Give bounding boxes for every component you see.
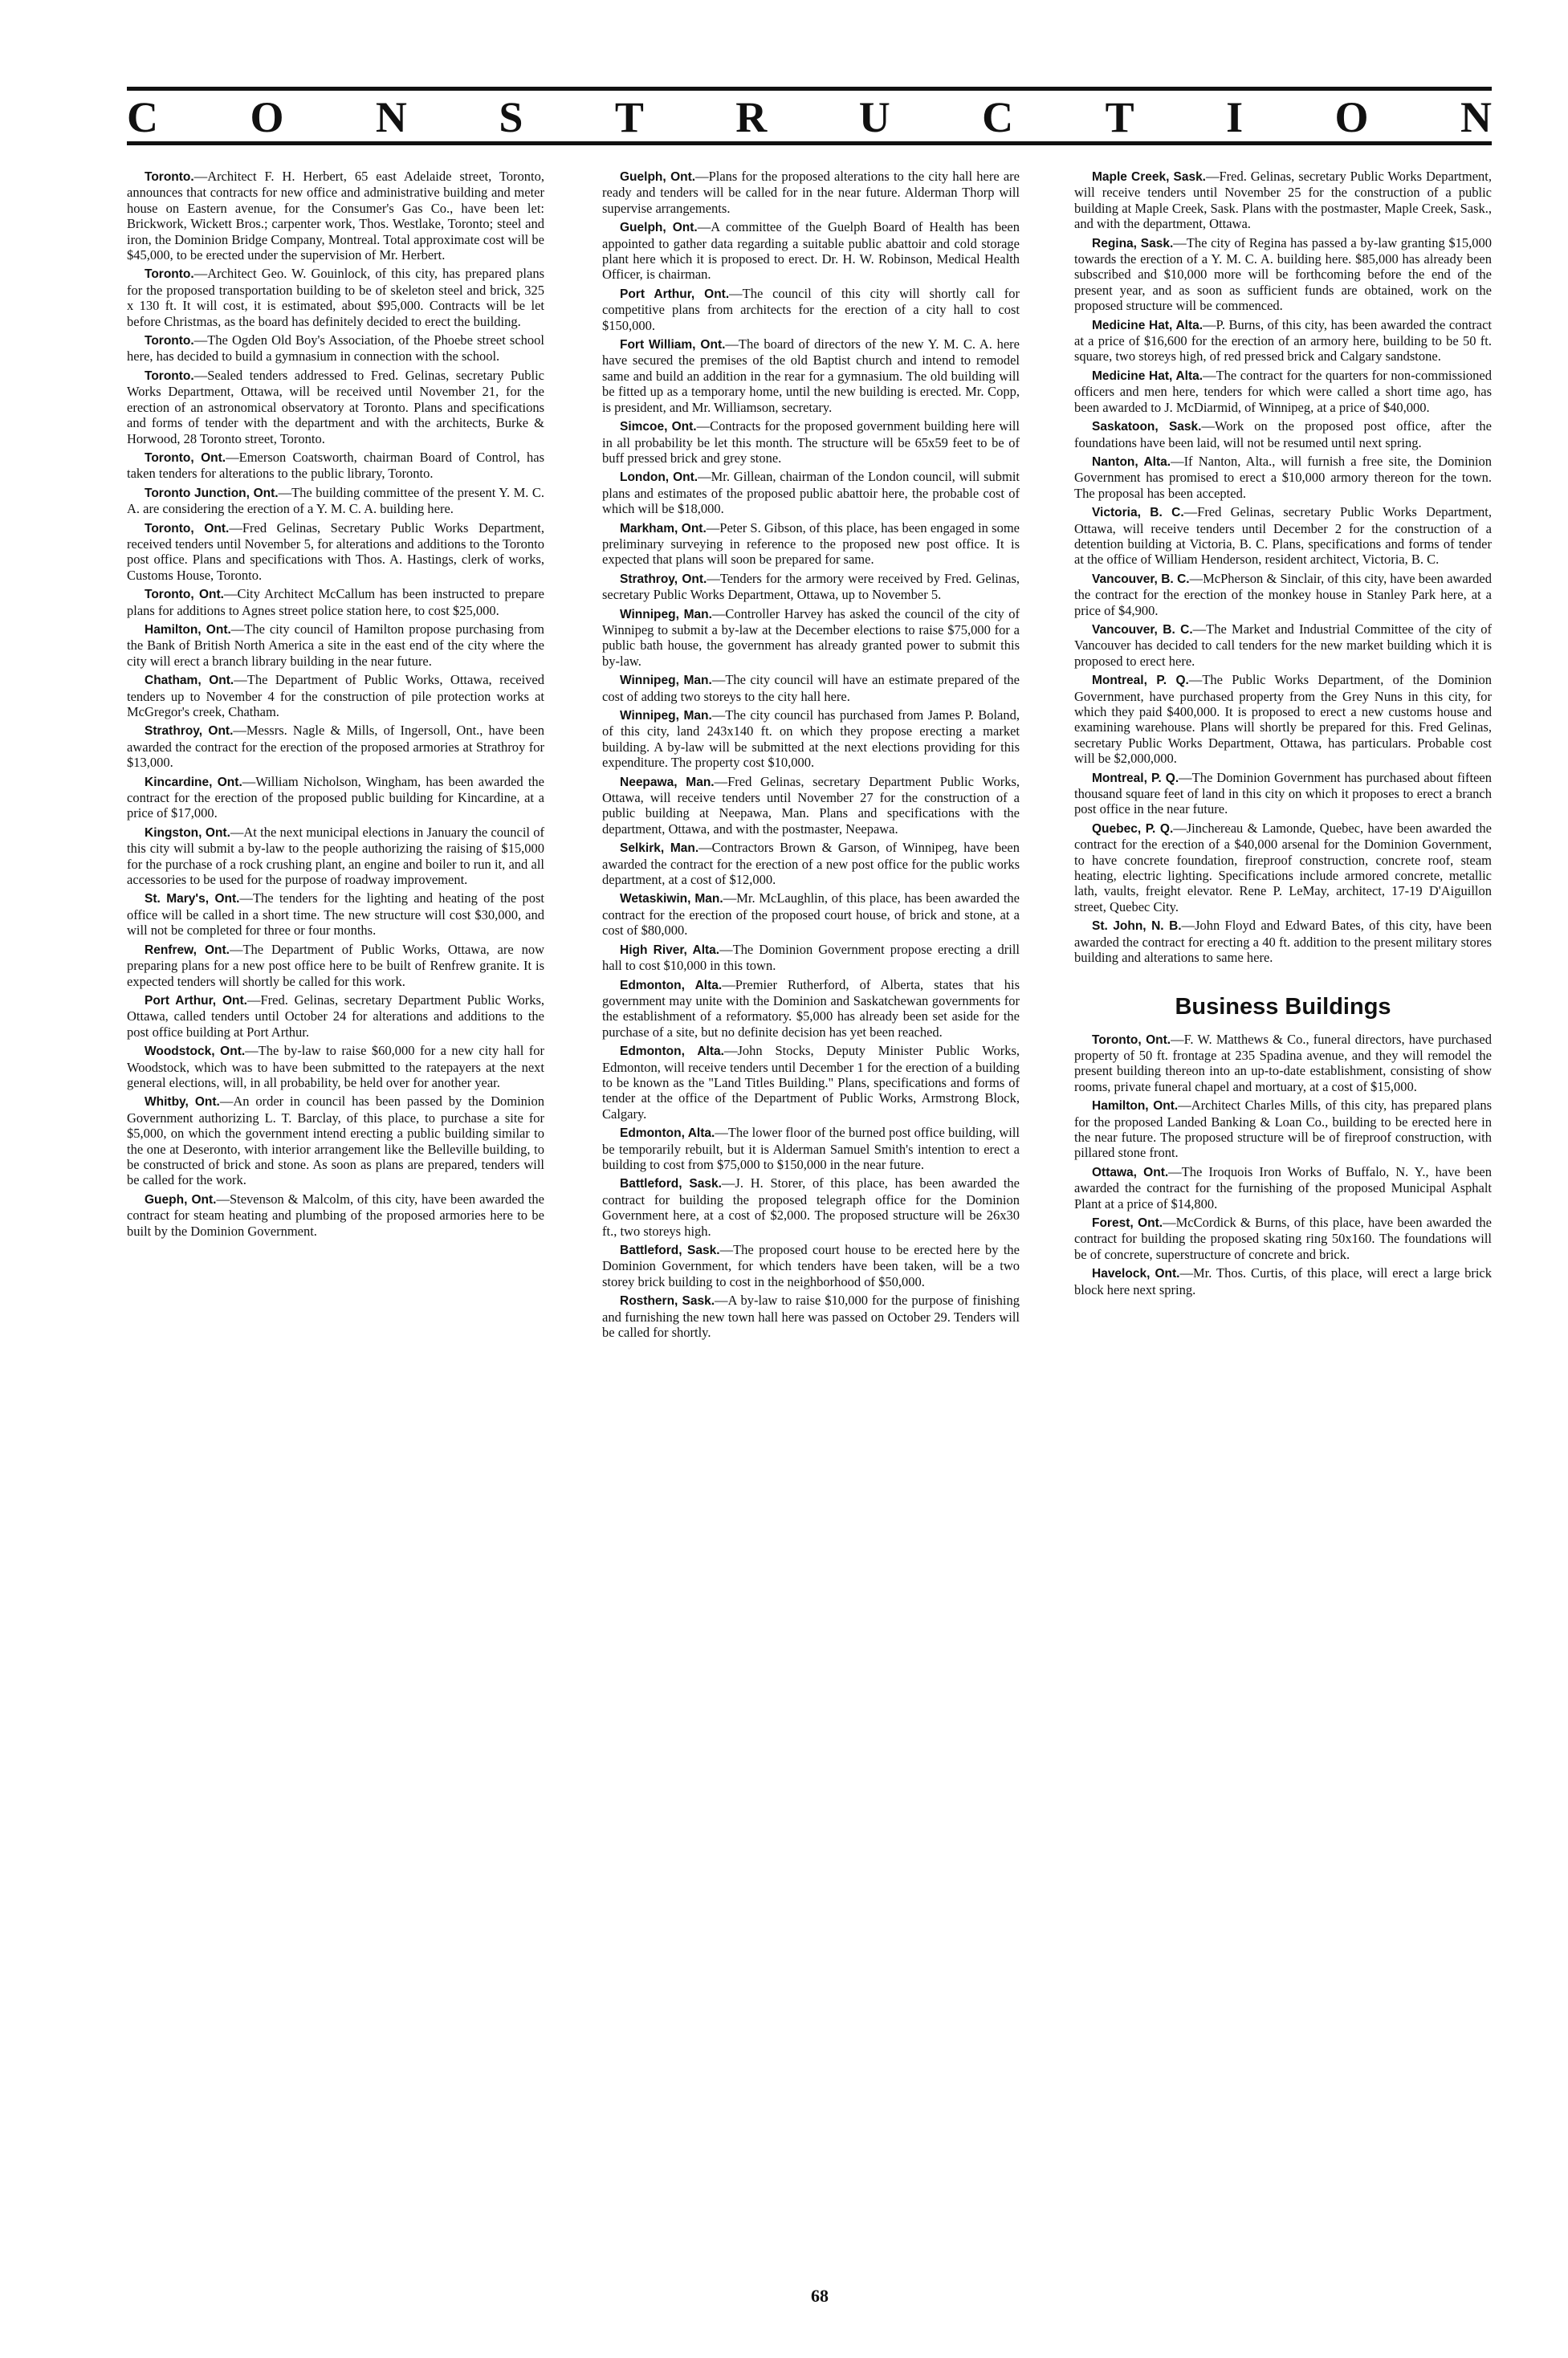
masthead-letter: S (499, 93, 523, 141)
item-text: —Fred. Gelinas, secretary Department Public Works, Ottawa, called tenders until October 24 for alterations and additions to the post office building at Port Arthur. (127, 992, 544, 1040)
item-text: —Stevenson & Malcolm, of this city, have been awarded the contract for steam heating and plumbing of the proposed armories here to be built by the Dominion Government. (127, 1191, 544, 1239)
item-text: —At the next municipal elections in January the council of this city will submit a by-law to the people authorizing the raising of $15,000 for the purchase of a rock crushing plant, an engine and boiler to run it, and all accessories to be used for the purpose of roadway improvement. (127, 824, 544, 888)
news-item (602, 571, 1020, 603)
item-place: Quebec, P. Q. (1092, 821, 1174, 836)
right-column-items (1074, 169, 1492, 966)
masthead-letter: N (1460, 93, 1492, 141)
news-item (127, 1043, 544, 1090)
news-item (602, 1175, 1020, 1239)
item-text: —An order in council has been passed by the Dominion Government authorizing L. T. Barclay, of this place, to purchase a site for $5,000, on which the government intend erecting a public building similar to the one at Deseronto, with interior arrangement like the Belleville building, to be constructed of brick and stone. As soon as plans are prepared, tenders will be called for the work. (127, 1093, 544, 1188)
news-item (1074, 770, 1492, 817)
item-text: —City Architect McCallum has been instructed to prepare plans for additions to Agnes street police station here, to cost $25,000. (127, 586, 544, 618)
item-text: —The council of this city will shortly call for competitive plans from architects for the erection of a city hall to cost $150,000. (602, 285, 1020, 333)
item-place: Toronto. (145, 334, 194, 348)
item-place: Toronto Junction, Ont. (145, 486, 279, 500)
news-item (1074, 1164, 1492, 1212)
item-place: Guelph, Ont. (620, 221, 698, 235)
news-item (602, 469, 1020, 516)
item-place: High River, Alta. (620, 943, 720, 957)
item-place: St. John, N. B. (1092, 919, 1182, 934)
masthead-letter: O (1334, 93, 1369, 141)
item-text: —The city council of Hamilton propose purchasing from the Bank of British North America a site in the east end of the city where the city will erect a branch library building in the near future. (127, 621, 544, 669)
item-place: Battleford, Sask. (620, 1244, 720, 1257)
item-text: —If Nanton, Alta., will furnish a free site, the Dominion Government has promised to erect a $10,000 armory thereon for the town. The proposal has been accepted. (1074, 453, 1492, 501)
masthead-title (127, 95, 1492, 140)
news-item (602, 890, 1020, 938)
item-place: Chatham, Ont. (145, 674, 234, 688)
news-item (127, 774, 544, 821)
item-text: —Premier Rutherford, of Alberta, states that his government may unite with the Dominion and Saskatchewan governments for the establishment of a reformatory. $5,000 has already been set aside for the purchase of a site, but no definite decision has yet been reached. (602, 976, 1020, 1040)
news-item (1074, 1265, 1492, 1297)
news-item (1074, 504, 1492, 568)
item-place: Maple Creek, Sask. (1092, 170, 1206, 184)
item-place: Port Arthur, Ont. (620, 287, 730, 301)
item-text: —Mr. Thos. Curtis, of this place, will erect a large brick block here next spring. (1074, 1265, 1492, 1297)
item-text: —Mr. Gillean, chairman of the London council, will submit plans and estimates of the proposed public abattoir here, the probable cost of which will be $18,000. (602, 469, 1020, 517)
item-place: Medicine Hat, Alta. (1092, 318, 1203, 332)
news-item (1074, 418, 1492, 450)
item-text: —The Department of Public Works, Ottawa, received tenders up to November 4 for the construction of pile protection works at McGregor's creek, Chatham. (127, 672, 544, 719)
news-item (127, 485, 544, 517)
news-item (127, 332, 544, 364)
item-text: —Fred Gelinas, secretary Department Public Works, Ottawa, will receive tenders until November 27 for the construction of a public building at Neepawa, Man. Plans and specifications with the department, Ottawa, and with the postmaster, Neepawa. (602, 773, 1020, 837)
item-place: Simcoe, Ont. (620, 420, 697, 434)
item-text: —Jinchereau & Lamonde, Quebec, have been awarded the contract for the erection of a $40,000 arsenal for the Dominion Government, to have concrete foundation, fireproof construction, concrete roof, steam heating, electric lighting. Specifications include armored concrete, metallic lath, vaults, freight elevator. Rene P. LeMay, architect, 17-19 D'Aiguillon street, Quebec City. (1074, 820, 1492, 914)
news-item (1074, 621, 1492, 669)
item-text: —John Stocks, Deputy Minister Public Works, Edmonton, will receive tenders until December 1 for the erection of a building to be known as the "Land Titles Building." Plans, specifications and forms of tender at the office of the Department of Public Works, Armstrong Block, Calgary. (602, 1043, 1020, 1122)
masthead-letter: C (982, 93, 1014, 141)
item-place: Hamilton, Ont. (1092, 1099, 1179, 1114)
news-item (127, 1093, 544, 1187)
news-item (1074, 368, 1492, 415)
masthead-top-rule (127, 87, 1492, 91)
item-text: —William Nicholson, Wingham, has been awarded the contract for the erection of the proposed public building for Kincardine, at a price of $17,000. (127, 773, 544, 821)
item-text: —The Dominion Government has purchased about fifteen thousand square feet of land in this city on which it proposes to erect a branch post office in the near future. (1074, 769, 1492, 817)
item-place: Gueph, Ont. (145, 1192, 217, 1207)
item-place: Whitby, Ont. (145, 1095, 220, 1110)
masthead-letter: O (250, 93, 284, 141)
item-place: Nanton, Alta. (1092, 454, 1171, 469)
item-place: Winnipeg, Man. (620, 709, 712, 723)
item-text: —The Department of Public Works, Ottawa, are now preparing plans for a new post office here to be built of Renfrew granite. It is expected tenders will shortly be called for this work. (127, 941, 544, 989)
item-text: —The lower floor of the burned post office building, will be temporarily rebuilt, but it is Alderman Samuel Smith's intention to erect a building to cost from $75,000 to $150,000 in the near future. (602, 1125, 1020, 1172)
news-item (1074, 672, 1492, 766)
masthead-letter: R (735, 93, 768, 141)
item-text: —The city council has purchased from James P. Boland, of this city, land 243x140 ft. on which they propose erecting a market building. A by-law will be submitted at the next elections providing for this expenditure. The property cost $10,000. (602, 707, 1020, 771)
news-item (127, 368, 544, 446)
item-place: Battleford, Sask. (620, 1177, 722, 1191)
column-right (1074, 169, 1492, 2256)
section-heading-business-buildings: Business Buildings (1175, 993, 1391, 1020)
item-place: Edmonton, Alta. (620, 1126, 715, 1141)
item-place: Regina, Sask. (1092, 236, 1174, 250)
news-item (127, 890, 544, 938)
news-item (602, 219, 1020, 283)
item-text: —Controller Harvey has asked the council of the city of Winnipeg to submit a by-law at the December elections to raise $75,000 for a public bath house, the government has already granted power to submit this by-law. (602, 605, 1020, 669)
item-text: —The building committee of the present Y. M. C. A. are considering the erection of a Y. M. C. A. building here. (127, 484, 544, 517)
item-place: Fort William, Ont. (620, 338, 726, 352)
item-text: —The Dominion Government propose erecting a drill hall to cost $10,000 in this town. (602, 941, 1020, 974)
column-middle (602, 169, 1020, 2256)
item-text: —Architect Charles Mills, of this city, has prepared plans for the proposed Landed Banking & Loan Co., building to be erected here in the near future. The proposed structure will be of fireproof construction, with pillared stone front. (1074, 1098, 1492, 1161)
item-text: —Architect F. H. Herbert, 65 east Adelaide street, Toronto, announces that contracts for new office and administrative building and meter house on Eastern avenue, for the Consumer's Gas Co., have been let: Brickwork, Wickett Bros.; carpenter work, Thos. Westlake, Toronto; steel and iron, the Dominion Bridge Company, Montreal. Total approximate cost will be $45,000, to be erected under the supervision of Mr. Herbert. (127, 169, 544, 263)
item-place: Strathroy, Ont. (145, 724, 234, 739)
masthead (127, 87, 1492, 146)
news-item (1074, 918, 1492, 965)
news-item (127, 621, 544, 669)
item-place: Toronto. (145, 267, 194, 282)
item-text: —The contract for the quarters for non-commissioned officers and men here, tenders for which were called a short time ago, has been awarded to J. McDiarmid, of Winnipeg, at a price of $40,000. (1074, 367, 1492, 415)
item-place: Selkirk, Man. (620, 841, 699, 856)
news-item (1074, 169, 1492, 232)
news-item (127, 672, 544, 719)
news-item (1074, 821, 1492, 914)
item-place: Edmonton, Alta. (620, 978, 723, 992)
item-place: Toronto, Ont. (145, 521, 230, 536)
item-text: —A by-law to raise $10,000 for the purpose of finishing and furnishing the new town hall here was passed on October 29. Tenders will be called for shortly. (602, 1293, 1020, 1341)
news-item (602, 774, 1020, 837)
masthead-letter: U (858, 93, 890, 141)
item-place: Medicine Hat, Alta. (1092, 369, 1203, 383)
item-text: —Peter S. Gibson, of this place, has been engaged in some preliminary surveying in reference to the proposed new post office. It is expected that plans will soon be prepared for same. (602, 519, 1020, 568)
news-item (602, 707, 1020, 771)
item-text: —A committee of the Guelph Board of Health has been appointed to gather data regarding a suitable public abattoir and cold storage plant here which it is proposed to erect. Dr. H. W. Robinson, Medical Health Officer, is chairman. (602, 219, 1020, 283)
item-place: Rosthern, Sask. (620, 1294, 715, 1309)
item-text: —The city of Regina has passed a by-law granting $15,000 towards the erection of a Y. M. C. A. building here. $85,000 has already been subscribed and $10,000 more will be forthcoming before the end of the present year, and as soon as sufficient funds are obtained, work on the proposed structure will be commenced. (1074, 234, 1492, 314)
item-text: —The board of directors of the new Y. M. C. A. here have secured the premises of the old Baptist church and intend to remodel same and build an addition in the rear for a gymnasium. The old building will be fitted up as a temporary home, until the new building is erected. Mr. Copp, is president, and Mr. Williamson, secretary. (602, 336, 1020, 415)
item-text: —Contractors Brown & Garson, of Winnipeg, have been awarded the contract for the erection of a new post office for the public works department, at a cost of $12,000. (602, 840, 1020, 888)
news-item (127, 169, 544, 263)
masthead-letter: I (1226, 93, 1244, 141)
item-place: Saskatoon, Sask. (1092, 420, 1202, 434)
item-place: Toronto, Ont. (1092, 1032, 1171, 1047)
column-left (127, 169, 544, 2256)
item-text: —The by-law to raise $60,000 for a new city hall for Woodstock, which was to have been submitted to the ratepayers at the next general elections, will, in all probability, be held over for another year. (127, 1043, 544, 1090)
item-text: —Fred Gelinas, Secretary Public Works Department, received tenders until November 5, for alterations and additions to the Toronto post office. Plans and specifications with Thos. A. Hastings, clerk of works, Customs House, Toronto. (127, 519, 544, 583)
item-place: Neepawa, Man. (620, 775, 715, 789)
news-item (602, 418, 1020, 466)
news-item (127, 992, 544, 1040)
news-item (602, 977, 1020, 1041)
item-text: —The city council will have an estimate prepared of the cost of adding two storeys to the city hall here. (602, 672, 1020, 704)
item-place: Edmonton, Alta. (620, 1045, 724, 1059)
item-text: —Architect Geo. W. Gouinlock, of this city, has prepared plans for the proposed transportation building to be of skeleton steel and brick, 325 x 130 ft. It will cost, it is estimated, about $95,000. Contracts will be let before Christmas, as the board has definitely decided to erect the building. (127, 266, 544, 329)
news-item (127, 266, 544, 329)
item-place: Forest, Ont. (1092, 1216, 1163, 1230)
item-text: —Plans for the proposed alterations to the city hall here are ready and tenders will be called for in the near future. Alderman Thorp will supervise arrangements. (602, 169, 1020, 216)
item-place: Markham, Ont. (620, 521, 707, 536)
item-place: Toronto, Ont. (145, 588, 224, 602)
item-place: Kingston, Ont. (145, 825, 230, 840)
item-place: Vancouver, B. C. (1092, 572, 1190, 586)
item-text: —Contracts for the proposed government building here will in all probability be let this month. The structure will be 65x59 feet to be of buff pressed brick and grey stone. (602, 418, 1020, 466)
news-item (127, 723, 544, 770)
news-item (602, 286, 1020, 333)
masthead-letter: T (1105, 93, 1134, 141)
page-number: 68 (811, 2286, 829, 2306)
item-place: Woodstock, Ont. (145, 1045, 246, 1059)
news-item (127, 825, 544, 888)
item-place: Winnipeg, Man. (620, 674, 712, 688)
news-item (602, 672, 1020, 704)
news-item (1074, 454, 1492, 501)
item-place: St. Mary's, Ont. (145, 892, 240, 906)
item-text: —John Floyd and Edward Bates, of this city, have been awarded the contract for erecting a 40 ft. addition to the present military stores building and alterations to same here. (1074, 918, 1492, 966)
news-item (602, 606, 1020, 670)
item-text: —The proposed court house to be erected here by the Dominion Government, for which tenders have been taken, will be a two storey brick building to cost in the neighborhood of $50,000. (602, 1242, 1020, 1289)
item-text: —J. H. Storer, of this place, has been awarded the contract for building the proposed telegraph office for the Dominion Government here, at a cost of $2,000. The proposed structure will be 26x30 ft., two storeys high. (602, 1175, 1020, 1239)
news-item (602, 1043, 1020, 1122)
item-place: Ottawa, Ont. (1092, 1165, 1169, 1179)
item-place: Toronto. (145, 170, 194, 184)
masthead-letter: C (127, 93, 158, 141)
item-place: Hamilton, Ont. (145, 622, 231, 637)
item-text: —The Iroquois Iron Works of Buffalo, N. Y., have been awarded the contract for the furnishing of the proposed Municipal Asphalt Plant at a price of $14,800. (1074, 1163, 1492, 1212)
news-item (602, 169, 1020, 216)
item-place: Vancouver, B. C. (1092, 622, 1193, 637)
news-item (127, 450, 544, 482)
masthead-letter: N (375, 93, 407, 141)
news-item (1074, 1215, 1492, 1262)
item-text: —Mr. McLaughlin, of this place, has been awarded the contract for the erection of the proposed court house, of brick and stone, at a cost of $80,000. (602, 890, 1020, 939)
news-item (1074, 571, 1492, 618)
item-place: Wetaskiwin, Man. (620, 892, 723, 906)
item-text: —McPherson & Sinclair, of this city, have been awarded the contract for the erection of the monkey house in Stanley Park here, at a price of $4,900. (1074, 570, 1492, 618)
item-place: Winnipeg, Man. (620, 607, 712, 621)
item-text: —Emerson Coatsworth, chairman Board of Control, has taken tenders for alterations to the public library, Toronto. (127, 449, 544, 482)
item-place: London, Ont. (620, 470, 698, 485)
item-place: Toronto, Ont. (145, 450, 226, 465)
item-text: —F. W. Matthews & Co., funeral directors, have purchased property of 50 ft. frontage at 235 Spadina avenue, and they will remodel the present building thereon into an up-to-date establishment, consisting of show rooms, private funeral chapel and mortuary, at a cost of $15,000. (1074, 1031, 1492, 1094)
news-item (127, 520, 544, 584)
item-place: Havelock, Ont. (1092, 1267, 1180, 1281)
item-place: Guelph, Ont. (620, 170, 696, 184)
item-text: —The Ogden Old Boy's Association, of the Phoebe street school here, has decided to build a gymnasium in connection with the school. (127, 332, 544, 364)
news-item (127, 586, 544, 618)
item-text: —The Market and Industrial Committee of the city of Vancouver has decided to call tenders for the new market building which it is proposed to erect here. (1074, 621, 1492, 669)
item-text: —The Public Works Department, of the Dominion Government, have purchased property from the Grey Nuns in this city, for which they paid $400,000. It is proposed to erect a new customs house and examining warehouse. Plans will shortly be prepared for this. Fred Gelinas, secretary Public Works Department, Ottawa, has particulars. Probable cost will be $2,000,000. (1074, 672, 1492, 767)
item-place: Montreal, P. Q. (1092, 674, 1189, 688)
news-item (602, 1293, 1020, 1340)
news-item (602, 942, 1020, 974)
news-item (1074, 1032, 1492, 1095)
news-item (127, 942, 544, 989)
item-place: Victoria, B. C. (1092, 506, 1184, 520)
item-place: Renfrew, Ont. (145, 943, 230, 957)
masthead-letter: T (614, 93, 644, 141)
item-place: Strathroy, Ont. (620, 572, 707, 586)
news-item (602, 520, 1020, 568)
news-item (602, 336, 1020, 415)
news-item (602, 840, 1020, 887)
masthead-bottom-rule (127, 141, 1492, 145)
item-text: —Sealed tenders addressed to Fred. Gelinas, secretary Public Works Department, Ottawa, will be received until November 21, for the erection of an astronomical observatory at Toronto. Plans and specifications and forms of tender with the department and with the architects, Burke & Horwood, 28 Toronto street, Toronto. (127, 367, 544, 446)
item-text: —Work on the proposed post office, after the foundations have been laid, will not be resumed until next spring. (1074, 418, 1492, 450)
news-item (602, 1125, 1020, 1172)
news-item (602, 1242, 1020, 1289)
item-text: —Tenders for the armory were received by Fred. Gelinas, secretary Public Works Department, Ottawa, up to November 5. (602, 570, 1020, 603)
item-place: Port Arthur, Ont. (145, 993, 247, 1008)
item-text: —Messrs. Nagle & Mills, of Ingersoll, Ont., have been awarded the contract for the erection of the proposed armories at Strathroy for $13,000. (127, 723, 544, 771)
item-place: Kincardine, Ont. (145, 775, 242, 789)
item-place: Toronto. (145, 369, 194, 383)
item-text: —Fred. Gelinas, secretary Public Works Department, will receive tenders until November 25 for the construction of a public building at Maple Creek, Sask. Plans with the postmaster, Maple Creek, Sask., and with the department, Ottawa. (1074, 169, 1492, 232)
item-text: —P. Burns, of this city, has been awarded the contract at a price of $16,600 for the erection of an armory here, building to be 50 ft. square, two storeys high, of red pressed brick and Calgary sandstone. (1074, 316, 1492, 364)
news-item (1074, 317, 1492, 364)
item-text: —McCordick & Burns, of this place, have been awarded the contract for building the proposed skating ring 50x160. The foundations will be of concrete, superstructure of concrete and brick. (1074, 1214, 1492, 1262)
news-item (1074, 235, 1492, 314)
item-text: —The tenders for the lighting and heating of the post office will be called in a short time. The new structure will cost $30,000, and will not be completed for three or four months. (127, 890, 544, 939)
news-item (1074, 1098, 1492, 1161)
item-text: —Fred Gelinas, secretary Public Works Department, Ottawa, will receive tenders until December 2 for the construction of a detention building at Victoria, B. C. Plans, specifications and forms of tender at the office of William Henderson, resident architect, Victoria, B. C. (1074, 504, 1492, 568)
news-item (127, 1191, 544, 1239)
item-place: Montreal, P. Q. (1092, 771, 1179, 785)
business-buildings-items (1074, 1032, 1492, 1298)
